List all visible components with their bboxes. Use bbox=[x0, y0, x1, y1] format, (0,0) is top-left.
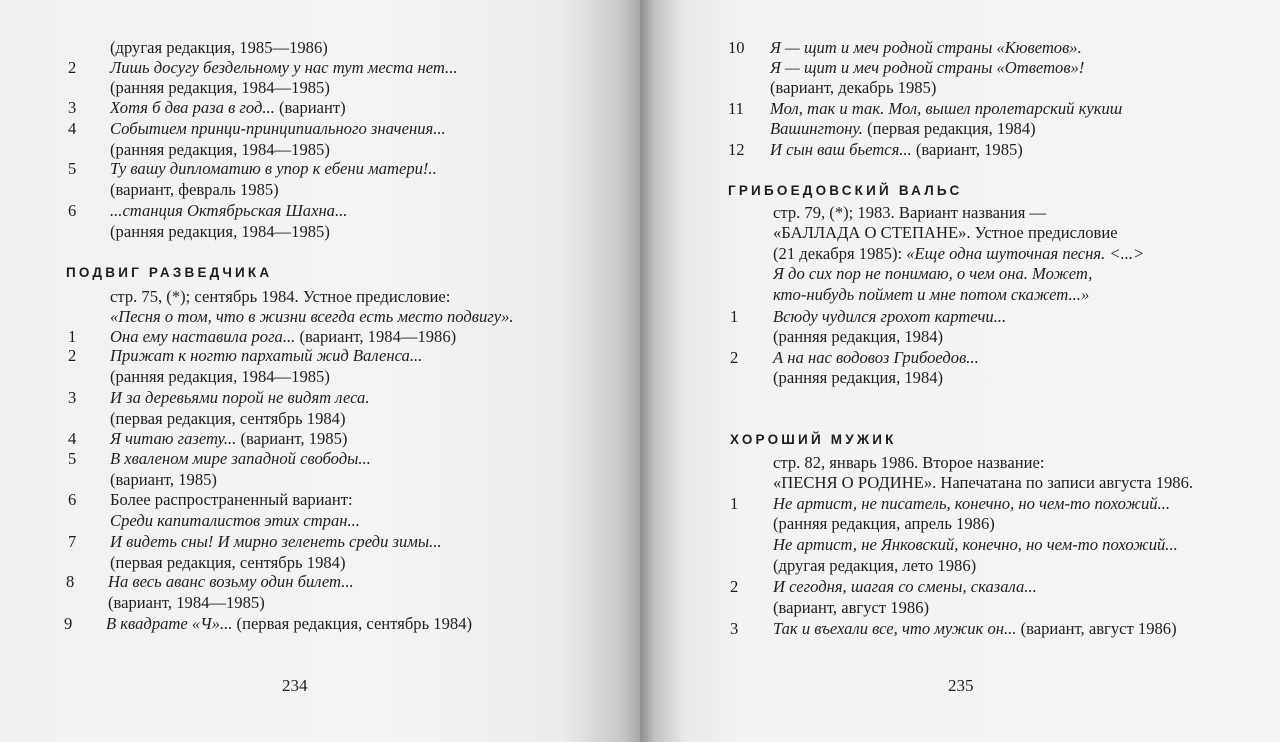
section-heading: ХОРОШИЙ МУЖИК bbox=[730, 432, 897, 447]
text-line: (ранняя редакция, 1984) bbox=[773, 368, 944, 387]
entry-number: 4 bbox=[68, 429, 77, 448]
page-number: 234 bbox=[282, 676, 308, 695]
text-line: Я — щит и меч родной страны «Кюветов». bbox=[770, 38, 1082, 57]
quote-text: Хотя б два раза в год... bbox=[110, 98, 275, 117]
text-line: А на нас водовоз Грибоедов... bbox=[773, 348, 979, 367]
text-line: Лишь досугу бездельному у нас тут места нет... bbox=[110, 58, 458, 77]
right-page bbox=[640, 0, 1280, 742]
text-line: стр. 79, (*); 1983. Вариант названия — bbox=[773, 203, 1047, 222]
text-line: И видеть сны! И мирно зеленеть среди зимы... bbox=[110, 532, 442, 551]
text-line: (вариант, февраль 1985) bbox=[110, 180, 279, 199]
text-line: (вариант, август 1986) bbox=[773, 598, 930, 617]
entry-number: 1 bbox=[68, 327, 77, 346]
entry-number: 12 bbox=[728, 140, 745, 159]
text-line: И за деревьями порой не видят леса. bbox=[110, 388, 370, 407]
entry-number: 2 bbox=[730, 577, 739, 596]
text-line: На весь аванс возьму один билет... bbox=[108, 572, 354, 591]
text-line: (ранняя редакция, 1984—1985) bbox=[110, 367, 330, 386]
text-line: стр. 82, январь 1986. Второе название: bbox=[773, 453, 1045, 472]
text-line: Прижат к ногтю пархатый жид Валенса... bbox=[110, 346, 423, 365]
text-line: Я — щит и меч родной страны «Ответов»! bbox=[770, 58, 1085, 77]
text-line: (ранняя редакция, апрель 1986) bbox=[773, 514, 995, 533]
entry-number: 7 bbox=[68, 532, 77, 551]
section-heading: ГРИБОЕДОВСКИЙ ВАЛЬС bbox=[728, 183, 963, 198]
text-line bbox=[110, 98, 346, 118]
note-text: (первая редакция, сентябрь 1984) bbox=[232, 614, 473, 633]
entry-number: 5 bbox=[68, 449, 77, 468]
text-line bbox=[773, 619, 1177, 639]
text-line: Событием принци-принципиального значения... bbox=[110, 119, 446, 138]
text-line: В хваленом мире западной свободы... bbox=[110, 449, 371, 468]
text-line bbox=[106, 614, 472, 634]
quote-text: Я читаю газету... bbox=[110, 429, 237, 448]
text-line bbox=[773, 244, 1144, 264]
entry-number: 6 bbox=[68, 201, 77, 220]
quote-text: Вашингтону. bbox=[770, 119, 863, 138]
text-line: (вариант, декабрь 1985) bbox=[770, 78, 937, 97]
note-text: (вариант, август 1986) bbox=[1016, 619, 1177, 638]
text-line: (вариант, 1985) bbox=[110, 470, 217, 489]
note-text: (вариант, 1985) bbox=[236, 429, 348, 448]
quote-text: И сын ваш бьется... bbox=[770, 140, 912, 159]
text-line bbox=[770, 140, 1023, 160]
text-line: (ранняя редакция, 1984—1985) bbox=[110, 140, 330, 159]
text-line: «ПЕСНЯ О РОДИНЕ». Напечатана по записи августа 1986. bbox=[773, 473, 1194, 492]
text-line bbox=[110, 429, 347, 449]
text-line: Мол, так и так. Мол, вышел пролетарский кукиш bbox=[770, 99, 1123, 118]
entry-number: 4 bbox=[68, 119, 77, 138]
text-line: (ранняя редакция, 1984—1985) bbox=[110, 222, 330, 241]
entry-number: 2 bbox=[68, 58, 77, 77]
text-line bbox=[110, 327, 456, 347]
text-line: (ранняя редакция, 1984) bbox=[773, 327, 944, 346]
text-line: (первая редакция, сентябрь 1984) bbox=[110, 409, 346, 428]
quote-text: Так и въехали все, что мужик он... bbox=[773, 619, 1017, 638]
entry-number: 1 bbox=[730, 307, 739, 326]
note-text: (вариант, 1984—1986) bbox=[295, 327, 457, 346]
text-line: Я до сих пор не понимаю, о чем она. Может, bbox=[773, 264, 1093, 283]
text-line: стр. 75, (*); сентябрь 1984. Устное предисловие: bbox=[110, 287, 451, 306]
note-text: (21 декабря 1985): bbox=[773, 244, 907, 263]
section-heading: ПОДВИГ РАЗВЕДЧИКА bbox=[66, 265, 273, 280]
quote-text: В квадрате «Ч»... bbox=[106, 614, 233, 633]
text-line: (первая редакция, сентябрь 1984) bbox=[110, 553, 346, 572]
text-line: (вариант, 1984—1985) bbox=[108, 593, 265, 612]
text-line: (ранняя редакция, 1984—1985) bbox=[110, 78, 330, 97]
entry-number: 6 bbox=[68, 490, 77, 509]
quote-text: «Еще одна шуточная песня. <...> bbox=[906, 244, 1145, 263]
entry-number: 11 bbox=[728, 99, 744, 118]
entry-number: 3 bbox=[68, 98, 77, 117]
entry-number: 2 bbox=[68, 346, 77, 365]
text-line: Ту вашу дипломатию в упор к ебени матери!.. bbox=[110, 159, 437, 178]
entry-number: 8 bbox=[66, 572, 75, 591]
quote-text: Она ему наставила рога... bbox=[110, 327, 296, 346]
note-text: (вариант) bbox=[274, 98, 346, 117]
text-line: кто-нибудь поймет и мне потом скажет...» bbox=[773, 285, 1090, 304]
text-line: Не артист, не Янковский, конечно, но чем-то похожий... bbox=[773, 535, 1178, 554]
entry-number: 5 bbox=[68, 159, 77, 178]
text-line: «БАЛЛАДА О СТЕПАНЕ». Устное предисловие bbox=[773, 223, 1118, 242]
entry-number: 1 bbox=[730, 494, 739, 513]
note-text: (первая редакция, 1984) bbox=[862, 119, 1036, 138]
entry-number: 9 bbox=[64, 614, 73, 633]
text-line: И сегодня, шагая со смены, сказала... bbox=[773, 577, 1037, 596]
note-text: (вариант, 1985) bbox=[911, 140, 1023, 159]
text-line: (другая редакция, 1985—1986) bbox=[110, 38, 328, 57]
text-line: Всюду чудился грохот картечи... bbox=[773, 307, 1007, 326]
text-line: ...станция Октябрьская Шахна... bbox=[110, 201, 348, 220]
text-line: (другая редакция, лето 1986) bbox=[773, 556, 977, 575]
text-line: Не артист, не писатель, конечно, но чем-то похожий... bbox=[773, 494, 1171, 513]
entry-number: 10 bbox=[728, 38, 745, 57]
text-line: «Песня о том, что в жизни всегда есть место подвигу». bbox=[110, 307, 514, 326]
text-line: Более распространенный вариант: bbox=[110, 490, 353, 509]
page-number: 235 bbox=[948, 676, 974, 695]
text-line bbox=[770, 119, 1036, 139]
entry-number: 3 bbox=[730, 619, 739, 638]
text-line: Среди капиталистов этих стран... bbox=[110, 511, 360, 530]
entry-number: 2 bbox=[730, 348, 739, 367]
entry-number: 3 bbox=[68, 388, 77, 407]
